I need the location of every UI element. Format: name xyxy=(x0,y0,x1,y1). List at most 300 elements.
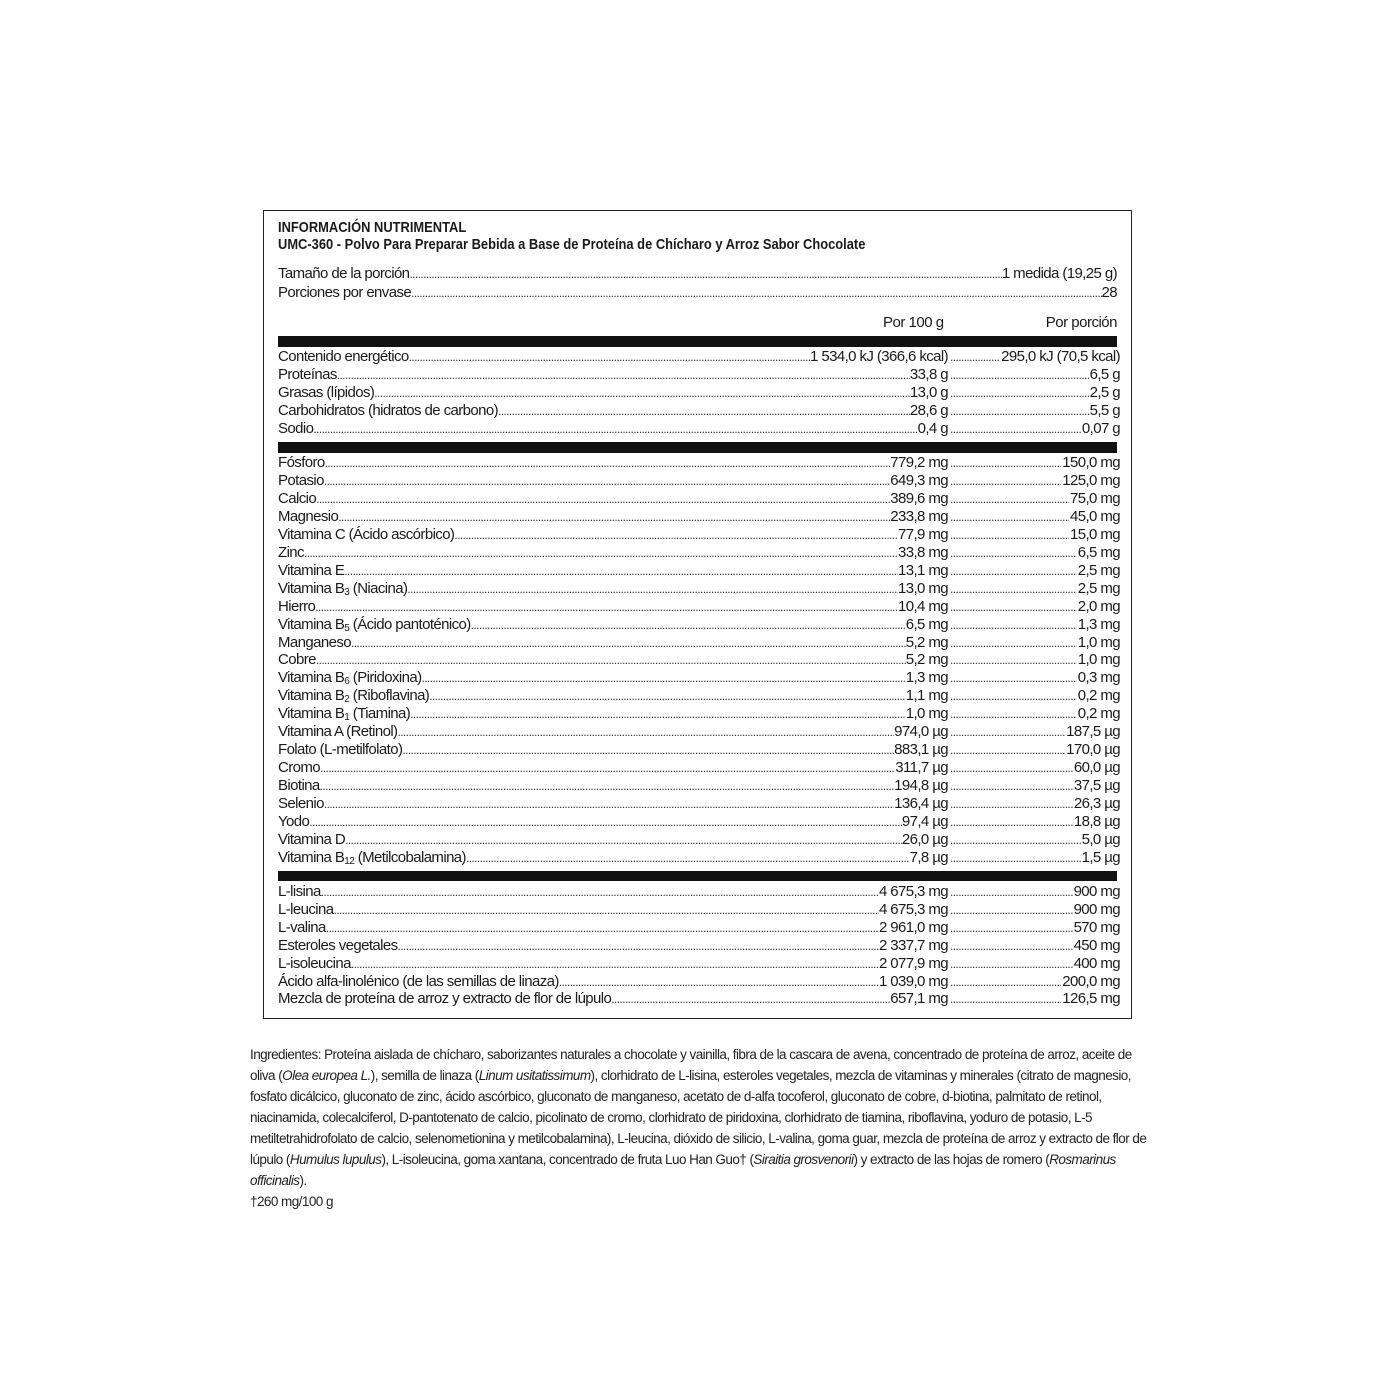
nutrient-value-per-100g: 311,7 µg xyxy=(895,759,948,777)
servings-per-container-row xyxy=(278,284,1117,302)
nutrient-value-per-100g: 13,0 g xyxy=(909,384,948,401)
nutrient-per-100g-cell xyxy=(278,544,948,562)
nutrient-name: Yodo xyxy=(278,813,310,830)
dot-leader xyxy=(950,955,1073,973)
nutrient-name: Magnesio xyxy=(278,507,339,525)
ingredient-text: ). xyxy=(299,1173,307,1188)
nutrient-value-per-100g: 136,4 µg xyxy=(894,795,948,813)
ingredients-list xyxy=(250,1044,1150,1191)
nutrient-per-serving-cell xyxy=(950,795,1120,813)
nutrient-name: L-leucina xyxy=(278,900,334,918)
ingredient-text: ) y extracto de las hojas de romero ( xyxy=(853,1152,1050,1167)
nutrient-per-100g-cell xyxy=(278,616,948,634)
nutrient-per-100g-cell xyxy=(278,366,948,384)
nutrient-value-per-serving: 187,5 µg xyxy=(1066,723,1120,741)
nutrient-subscript: 6 xyxy=(344,676,350,688)
nutrient-row xyxy=(278,489,1120,508)
nutrient-name: Fósforo xyxy=(278,454,325,471)
dot-leader xyxy=(309,813,902,831)
nutrient-row xyxy=(278,918,1120,937)
nutrient-row xyxy=(278,777,1120,795)
nutrient-value-per-serving: 0,07 g xyxy=(1081,420,1120,437)
nutrient-value-per-100g: 2 961,0 mg xyxy=(878,918,948,936)
nutrient-name: Vitamina E xyxy=(278,561,345,579)
nutrient-row xyxy=(278,954,1120,973)
nutrient-name: Calcio xyxy=(278,489,317,507)
nutrient-value-per-serving: 18,8 µg xyxy=(1073,813,1120,830)
nutrient-value-per-100g: 5,2 mg xyxy=(905,633,948,651)
ingredient-scientific-name: Rosmarinus officinalis xyxy=(250,1152,1116,1188)
nutrient-name: Vitamina C (Ácido ascórbico) xyxy=(278,525,455,543)
dot-leader xyxy=(950,813,1073,831)
nutrient-name: L-lisina xyxy=(278,883,321,900)
nutrient-value-per-serving: 5,0 µg xyxy=(1081,830,1120,848)
nutrient-value-per-serving: 6,5 g xyxy=(1089,366,1120,383)
dot-leader xyxy=(320,777,894,795)
nutrient-name: Proteínas xyxy=(278,366,337,383)
nutrient-per-serving-cell xyxy=(950,490,1120,508)
dot-leader xyxy=(950,669,1077,687)
nutrient-name: L-valina xyxy=(278,918,326,936)
nutrient-value-per-100g: 10,4 mg xyxy=(898,597,948,615)
nutrient-name: Vitamina $B_1$ (Tiamina) xyxy=(278,705,411,724)
section-divider-bar xyxy=(278,442,1117,453)
nutrient-value-per-serving: 6,5 mg xyxy=(1077,543,1120,561)
nutrient-name: Contenido energético xyxy=(278,348,409,365)
ingredients-text xyxy=(250,1044,1150,1212)
dot-leader xyxy=(950,508,1069,526)
dot-leader xyxy=(950,598,1077,616)
dot-leader xyxy=(351,634,906,652)
nutrient-row xyxy=(278,471,1120,490)
section-divider-bar xyxy=(278,336,1117,347)
nutrient-row xyxy=(278,597,1120,616)
nutrient-per-serving-cell xyxy=(950,634,1120,652)
dot-leader xyxy=(950,384,1089,402)
dot-leader xyxy=(344,562,898,580)
nutrient-row xyxy=(278,723,1120,741)
dot-leader xyxy=(320,759,895,777)
nutrient-per-100g-cell xyxy=(278,883,948,901)
dot-leader xyxy=(374,384,910,402)
nutrient-value-per-100g: 26,0 µg xyxy=(901,830,948,848)
dot-leader xyxy=(316,651,906,669)
nutrient-per-100g-cell xyxy=(278,741,948,759)
nutrient-per-serving-cell xyxy=(950,669,1120,687)
nutrient-value-per-serving: 126,5 mg xyxy=(1062,990,1120,1008)
nutrient-per-serving-cell xyxy=(950,831,1120,849)
nutrient-per-serving-cell xyxy=(950,883,1120,901)
nutrient-value-per-100g: 657,1 mg xyxy=(890,990,948,1008)
nutrient-per-serving-cell xyxy=(950,687,1120,705)
dot-leader xyxy=(398,937,879,955)
nutrient-value-per-serving: 0,2 mg xyxy=(1077,705,1120,723)
nutrient-per-100g-cell xyxy=(278,598,948,616)
nutrient-value-per-100g: 233,8 mg xyxy=(890,507,948,525)
dot-leader xyxy=(315,598,898,616)
nutrient-name: Esteroles vegetales xyxy=(278,936,398,954)
section-divider-bar xyxy=(278,871,1117,881)
dot-leader xyxy=(345,831,902,849)
nutrient-per-serving-cell xyxy=(950,919,1120,937)
dot-leader xyxy=(950,741,1065,759)
nutrient-name: Biotina xyxy=(278,777,320,795)
dot-leader xyxy=(411,284,1101,302)
nutrient-value-per-serving: 900 mg xyxy=(1073,900,1120,918)
nutrient-per-serving-cell xyxy=(950,366,1120,384)
dot-leader xyxy=(950,490,1069,508)
nutrient-per-100g-cell xyxy=(278,831,948,849)
nutrient-name: Vitamina D xyxy=(278,830,346,848)
nutrient-value-per-100g: 4 675,3 mg xyxy=(878,883,948,900)
nutrient-per-serving-cell xyxy=(950,651,1120,669)
nutrient-name: Cobre xyxy=(278,651,316,669)
nutrient-per-serving-cell xyxy=(950,937,1120,955)
nutrient-value-per-100g: 33,8 mg xyxy=(898,543,948,561)
dot-leader xyxy=(950,990,1061,1008)
nutrient-row xyxy=(278,972,1120,991)
nutrient-name: Selenio xyxy=(278,795,324,813)
dot-leader xyxy=(611,990,890,1008)
dot-leader xyxy=(950,759,1073,777)
nutrient-value-per-serving: 75,0 mg xyxy=(1070,489,1120,507)
dot-leader xyxy=(950,795,1073,813)
nutrient-per-100g-cell xyxy=(278,508,948,526)
nutrient-row xyxy=(278,507,1120,526)
nutrient-per-100g-cell xyxy=(278,919,948,937)
nutrient-name: Vitamina A (Retinol) xyxy=(278,723,398,741)
nutrient-per-100g-cell xyxy=(278,813,948,831)
panel-title: INFORMACIÓN NUTRIMENTAL xyxy=(278,219,467,236)
dot-leader xyxy=(313,420,917,438)
nutrient-per-100g-cell xyxy=(278,705,948,723)
nutrient-row xyxy=(278,795,1120,813)
nutrient-row xyxy=(278,525,1120,544)
nutrient-per-100g-cell xyxy=(278,990,948,1008)
nutrient-per-serving-cell xyxy=(950,813,1120,831)
nutrient-value-per-serving: 2,5 mg xyxy=(1077,561,1120,579)
ingredient-text: ), semilla de linaza ( xyxy=(370,1068,479,1083)
nutrient-value-per-100g: 883,1 µg xyxy=(894,741,948,759)
ingredient-text: Ingredientes: Proteína aislada de chícharo, saborizantes naturales a chocolate y vainilla, fibra de la cascara de avena, concentrado de proteína de arroz, aceite de oliva ( xyxy=(250,1047,1132,1083)
nutrient-value-per-serving: 900 mg xyxy=(1073,883,1120,900)
dot-leader xyxy=(950,472,1061,490)
dot-leader xyxy=(325,454,891,472)
nutrient-per-serving-cell xyxy=(950,849,1120,867)
dot-leader xyxy=(337,366,910,384)
nutrition-facts-panel xyxy=(263,210,1132,1019)
nutrient-per-serving-cell xyxy=(950,955,1120,973)
dot-leader xyxy=(402,741,894,759)
nutrient-value-per-100g: 1,1 mg xyxy=(905,687,948,705)
nutrient-value-per-100g: 1 039,0 mg xyxy=(878,972,948,990)
dot-leader xyxy=(559,973,879,991)
nutrient-value-per-100g: 28,6 g xyxy=(909,402,948,419)
nutrient-per-serving-cell xyxy=(950,348,1120,366)
nutrient-value-per-serving: 295,0 kJ (70,5 kcal) xyxy=(1001,348,1120,365)
dot-leader xyxy=(950,687,1077,705)
nutrient-name: Carbohidratos (hidratos de carbono) xyxy=(278,402,498,419)
ingredient-scientific-name: Olea europea L. xyxy=(282,1068,371,1083)
nutrient-value-per-serving: 2,5 g xyxy=(1089,384,1120,401)
nutrient-row xyxy=(278,348,1120,366)
nutrient-per-serving-cell xyxy=(950,580,1120,598)
nutrient-row xyxy=(278,900,1120,919)
nutrient-per-serving-cell xyxy=(950,990,1120,1008)
nutrient-per-100g-cell xyxy=(278,973,948,991)
dot-leader xyxy=(429,687,906,705)
dot-leader xyxy=(950,544,1077,562)
servings-value: 28 xyxy=(1101,284,1117,301)
nutrient-value-per-100g: 0,4 g xyxy=(917,420,948,437)
nutrient-row xyxy=(278,615,1120,634)
nutrient-per-100g-cell xyxy=(278,669,948,687)
nutrient-value-per-100g: 1 534,0 kJ (366,6 kcal) xyxy=(810,348,948,365)
nutrient-value-per-serving: 125,0 mg xyxy=(1062,471,1120,489)
nutrient-value-per-100g: 194,8 µg xyxy=(894,777,948,795)
dot-leader xyxy=(338,508,890,526)
nutrient-per-serving-cell xyxy=(950,598,1120,616)
nutrient-value-per-serving: 0,3 mg xyxy=(1077,669,1120,687)
nutrient-per-100g-cell xyxy=(278,420,948,438)
dot-leader xyxy=(397,723,894,741)
serving-size-row xyxy=(278,265,1117,283)
dot-leader xyxy=(471,616,906,634)
nutrient-name: Vitamina $B_5$ (Ácido pantoténico) xyxy=(278,615,471,634)
nutrient-per-100g-cell xyxy=(278,402,948,420)
nutrient-per-serving-cell xyxy=(950,616,1120,634)
nutrient-name: Grasas (lípidos) xyxy=(278,384,375,401)
nutrient-row xyxy=(278,384,1120,402)
nutrient-subscript: 12 xyxy=(344,855,355,867)
dot-leader xyxy=(950,634,1077,652)
nutrient-subscript: 2 xyxy=(344,694,350,706)
nutrient-value-per-serving: 1,5 µg xyxy=(1081,848,1120,866)
nutrient-per-100g-cell xyxy=(278,777,948,795)
nutrient-row xyxy=(278,633,1120,652)
nutrient-per-100g-cell xyxy=(278,937,948,955)
nutrient-value-per-serving: 1,3 mg xyxy=(1077,615,1120,633)
nutrient-value-per-serving: 200,0 mg xyxy=(1062,972,1120,990)
nutrient-value-per-serving: 60,0 µg xyxy=(1073,759,1120,777)
ingredient-text: ), clorhidrato de L-lisina, esteroles vegetales, mezcla de vitaminas y minerales (citrato de magnesio, fosfato dicálcico, gluconato de zinc, ácido ascórbico, gluconato de manganeso, acetato de d-alfa tocoferol, gluconato de cobre, d-biotina, palmitato de retinol, niacinamida, colecalciferol, D-pantotenato de calcio, picolinato de cromo, clorhidrato de piridoxina, clorhidrato de tiamina, riboflavina, yoduro de potasio, L-5 metiltetrahidrofolato de calcio, selenometionina y metilcobalamina), L-leucina, dióxido de silicio, L-valina, goma guar, mezcla de proteína de arroz y extracto de flor de lúpulo ( xyxy=(250,1068,1147,1167)
nutrient-per-serving-cell xyxy=(950,973,1120,991)
nutrient-name: L-isoleucina xyxy=(278,954,351,972)
nutrient-value-per-100g: 2 077,9 mg xyxy=(878,954,948,972)
dot-leader xyxy=(454,526,898,544)
nutrient-row xyxy=(278,669,1120,688)
nutrient-per-100g-cell xyxy=(278,795,948,813)
nutrient-per-serving-cell xyxy=(950,777,1120,795)
nutrient-row xyxy=(278,848,1120,867)
nutrient-per-serving-cell xyxy=(950,508,1120,526)
nutrient-per-100g-cell xyxy=(278,526,948,544)
nutrient-value-per-100g: 779,2 mg xyxy=(890,454,948,471)
nutrient-per-serving-cell xyxy=(950,402,1120,420)
nutrient-row xyxy=(278,883,1120,901)
nutrient-name: Hierro xyxy=(278,597,316,615)
dot-leader xyxy=(950,901,1073,919)
dot-leader xyxy=(950,454,1061,472)
nutrient-name: Folato (L-metilfolato) xyxy=(278,741,403,759)
dot-leader xyxy=(950,562,1077,580)
dot-leader xyxy=(324,795,894,813)
nutrient-value-per-serving: 2,0 mg xyxy=(1077,597,1120,615)
nutrient-per-serving-cell xyxy=(950,454,1120,472)
nutrient-per-100g-cell xyxy=(278,955,948,973)
dot-leader xyxy=(409,265,1001,283)
dot-leader xyxy=(950,651,1077,669)
dot-leader xyxy=(326,919,879,937)
nutrient-row xyxy=(278,402,1120,420)
nutrient-subscript: 3 xyxy=(344,586,350,598)
nutrient-value-per-serving: 170,0 µg xyxy=(1066,741,1120,759)
nutrient-value-per-serving: 26,3 µg xyxy=(1073,795,1120,813)
nutrient-name: Zinc xyxy=(278,543,304,561)
nutrient-row xyxy=(278,813,1120,831)
nutrient-value-per-100g: 33,8 g xyxy=(909,366,948,383)
nutrient-name: Sodio xyxy=(278,420,314,437)
nutrient-value-per-serving: 2,5 mg xyxy=(1077,579,1120,597)
nutrient-per-100g-cell xyxy=(278,723,948,741)
nutrient-value-per-100g: 5,2 mg xyxy=(905,651,948,669)
nutrient-value-per-serving: 570 mg xyxy=(1073,918,1120,936)
nutrient-value-per-100g: 7,8 µg xyxy=(909,848,948,866)
dot-leader xyxy=(410,705,906,723)
nutrient-value-per-serving: 15,0 mg xyxy=(1070,525,1120,543)
dot-leader xyxy=(950,348,1000,366)
nutrient-row xyxy=(278,936,1120,955)
product-subtitle: UMC-360 - Polvo Para Preparar Bebida a Base de Proteína de Chícharo y Arroz Sabor Chocolate xyxy=(278,236,866,253)
dot-leader xyxy=(950,777,1073,795)
nutrient-row xyxy=(278,687,1120,706)
nutrient-value-per-100g: 6,5 mg xyxy=(905,615,948,633)
nutrient-per-100g-cell xyxy=(278,901,948,919)
nutrient-per-100g-cell xyxy=(278,687,948,705)
nutrient-row xyxy=(278,454,1120,472)
dot-leader xyxy=(950,366,1089,384)
nutrient-row xyxy=(278,990,1120,1008)
ingredient-text: ), L-isoleucina, goma xantana, concentrado de fruta Luo Han Guo† ( xyxy=(381,1152,754,1167)
nutrient-value-per-serving: 1,0 mg xyxy=(1077,633,1120,651)
dot-leader xyxy=(950,831,1081,849)
dot-leader xyxy=(950,705,1077,723)
nutrient-name: Vitamina $B_3$ (Niacina) xyxy=(278,579,408,598)
nutrient-row xyxy=(278,830,1120,849)
nutrient-name: Cromo xyxy=(278,759,321,777)
nutrient-per-100g-cell xyxy=(278,580,948,598)
dot-leader xyxy=(950,723,1065,741)
nutrient-value-per-serving: 5,5 g xyxy=(1089,402,1120,419)
nutrient-name: Vitamina $B_6$ (Piridoxina) xyxy=(278,669,422,688)
nutrient-per-serving-cell xyxy=(950,759,1120,777)
dot-leader xyxy=(321,883,879,901)
nutrient-per-serving-cell xyxy=(950,705,1120,723)
dot-leader xyxy=(950,526,1069,544)
nutrient-per-serving-cell xyxy=(950,384,1120,402)
nutrient-name: Ácido alfa-linolénico (de las semillas de linaza) xyxy=(278,972,559,990)
nutrient-value-per-100g: 13,0 mg xyxy=(898,579,948,597)
dot-leader xyxy=(316,490,890,508)
dot-leader xyxy=(950,420,1081,438)
servings-label: Porciones por envase xyxy=(278,284,412,301)
nutrient-per-serving-cell xyxy=(950,420,1120,438)
nutrient-per-100g-cell xyxy=(278,384,948,402)
nutrient-name: Potasio xyxy=(278,471,324,489)
nutrient-per-serving-cell xyxy=(950,562,1120,580)
nutrient-row xyxy=(278,561,1120,580)
nutrient-value-per-100g: 77,9 mg xyxy=(898,525,948,543)
nutrient-per-serving-cell xyxy=(950,544,1120,562)
ingredient-scientific-name: Humulus lupulus xyxy=(289,1152,382,1167)
nutrient-value-per-serving: 150,0 mg xyxy=(1062,454,1120,471)
dot-leader xyxy=(950,973,1061,991)
nutrient-per-100g-cell xyxy=(278,562,948,580)
dot-leader xyxy=(498,402,910,420)
nutrient-row xyxy=(278,579,1120,598)
nutrient-value-per-serving: 400 mg xyxy=(1073,954,1120,972)
nutrient-per-100g-cell xyxy=(278,759,948,777)
dot-leader xyxy=(950,937,1073,955)
dot-leader xyxy=(950,402,1089,420)
nutrient-value-per-100g: 1,0 mg xyxy=(905,705,948,723)
nutrient-per-serving-cell xyxy=(950,526,1120,544)
nutrient-value-per-100g: 1,3 mg xyxy=(905,669,948,687)
nutrient-row xyxy=(278,759,1120,777)
nutrient-value-per-100g: 974,0 µg xyxy=(894,723,948,741)
nutrient-per-100g-cell xyxy=(278,634,948,652)
dot-leader xyxy=(324,472,890,490)
nutrient-per-100g-cell xyxy=(278,348,948,366)
dot-leader xyxy=(351,955,879,973)
nutrient-value-per-serving: 450 mg xyxy=(1073,936,1120,954)
nutrient-value-per-serving: 0,2 mg xyxy=(1077,687,1120,705)
nutrient-name: Vitamina $B_2$ (Riboflavina) xyxy=(278,687,430,706)
nutrient-row xyxy=(278,366,1120,384)
nutrient-value-per-100g: 389,6 mg xyxy=(890,489,948,507)
nutrient-value-per-serving: 1,0 mg xyxy=(1077,651,1120,669)
serving-size-value: 1 medida (19,25 g) xyxy=(1001,265,1117,282)
nutrient-per-100g-cell xyxy=(278,651,948,669)
nutrient-row xyxy=(278,651,1120,669)
nutrient-per-serving-cell xyxy=(950,901,1120,919)
nutrient-per-100g-cell xyxy=(278,454,948,472)
nutrient-subscript: 5 xyxy=(344,622,350,634)
nutrient-value-per-serving: 37,5 µg xyxy=(1073,777,1120,795)
dot-leader xyxy=(407,580,898,598)
nutrient-value-per-100g: 649,3 mg xyxy=(890,471,948,489)
nutrient-per-serving-cell xyxy=(950,741,1120,759)
dot-leader xyxy=(333,901,878,919)
nutrient-per-serving-cell xyxy=(950,472,1120,490)
nutrient-name: Vitamina $B_{12}$ (Metilcobalamina) xyxy=(278,848,466,867)
serving-size-label: Tamaño de la porción xyxy=(278,265,410,282)
dot-leader xyxy=(950,580,1077,598)
nutrient-value-per-100g: 13,1 mg xyxy=(898,561,948,579)
dot-leader xyxy=(950,919,1073,937)
nutrient-row xyxy=(278,741,1120,759)
nutrient-per-100g-cell xyxy=(278,849,948,867)
nutrient-row xyxy=(278,420,1120,438)
ingredient-scientific-name: Linum usitatissimum xyxy=(478,1068,591,1083)
nutrient-value-per-serving: 45,0 mg xyxy=(1070,507,1120,525)
nutrient-name: Manganeso xyxy=(278,633,351,651)
ingredient-scientific-name: Siraitia grosvenorii xyxy=(753,1152,854,1167)
column-header-per-serving: Por porción xyxy=(1045,314,1117,331)
dot-leader xyxy=(409,348,810,366)
dot-leader xyxy=(950,883,1073,901)
nutrient-per-serving-cell xyxy=(950,723,1120,741)
